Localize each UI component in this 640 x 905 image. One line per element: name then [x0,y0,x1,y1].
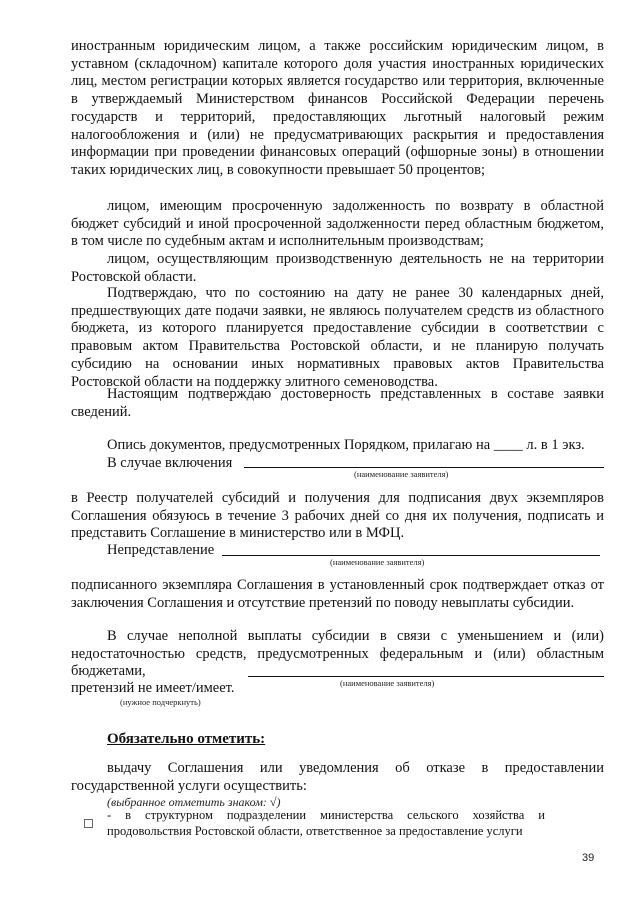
partial-applicant-field[interactable] [248,676,604,677]
paragraph-production-territory: лицом, осуществляющим производственную деятельность не на территории Ростовской области. [71,251,604,285]
nonsubmission-applicant-field[interactable] [222,555,600,556]
claims-line: претензий не имеет/имеет. [71,680,235,696]
paragraph-refusal: подписанного экземпляра Соглашения в установленный срок подтверждает отказ от заключения Соглашения и отсутствие претензий по поводу невыплаты субсидии. [71,577,604,611]
paragraph-foreign-entity: иностранным юридическим лицом, а также российским юридическим лицом, в уставном (складочном) капитале которого доля участия иностранных юридических лиц, местом регистрации которых является государство или территория, включенные в утверждаемый Министерством финансов Российской Федерации перечень государств и территорий, предоставляющих льготный налоговый режим налогообложения и (или) не предусматривающих раскрытия и предоставления информации при проведении финансовых операций (офшорные зоны) в отношении таких юридических лиц, в совокупности превышает 50 процентов; [71,38,604,178]
inclusion-caption: (наименование заявителя) [354,469,449,479]
inventory-suffix: л. в 1 экз. [526,437,585,453]
option-department-checkbox[interactable] [84,819,93,828]
inclusion-line [71,455,604,473]
paragraph-delivery: выдачу Соглашения или уведомления об отказе в предоставлении государственной услуги осуществить: [71,760,604,794]
nonsubmission-label: Непредставление [107,542,215,558]
paragraph-reliability: Настоящим подтверждаю достоверность представленных в составе заявки сведений. [71,386,604,420]
paragraph-partial-payment: В случае неполной выплаты субсидии в связи с уменьшением и (или) недостаточностью средств, предусмотренных федеральным и (или) областным бюджетами, [71,628,604,680]
inclusion-label: В случае включения [107,455,233,471]
nonsubmission-caption: (наименование заявителя) [330,557,425,567]
inventory-line [71,437,604,455]
claims-note: (нужное подчеркнуть) [120,697,201,707]
option-department [107,808,545,839]
inventory-pages-blank[interactable]: ____ [493,437,523,453]
option-department-line1: - в структурном подразделении министерства сельского хозяйства и [107,808,545,822]
paragraph-confirmation-funds: Подтверждаю, что по состоянию на дату не ранее 30 календарных дней, предшествующих дате подачи заявки, не являюсь получателем средств из областного бюджета, из которого планируется предоставление субсидии в соответствии с правовым актом Правительства Ростовской области, и не планирую получать субсидию на основании иных нормативных правовых актов Правительства Ростовской области на поддержку элитного семеноводства. [71,285,604,390]
page-number: 39 [582,852,595,864]
mandatory-heading: Обязательно отметить: [107,731,266,747]
paragraph-registry: в Реестр получателей субсидий и получения для подписания двух экземпляров Соглашения обязуюсь в течение 3 рабочих дней со дня их получения, подписать и представить Соглашение в министерство или в МФЦ. [71,490,604,542]
paragraph-overdue-debt: лицом, имеющим просроченную задолженность по возврату в областной бюджет субсидий и иной просроченной задолженности перед областным бюджетом, в том числе по судебным актам и исполнительным производствам; [71,198,604,250]
option-department-line2: продовольствия Ростовской области, ответственное за предоставление услуги [107,823,523,838]
inventory-prefix: Опись документов, предусмотренных Порядком, прилагаю на [107,437,491,453]
partial-caption: (наименование заявителя) [340,678,435,688]
selection-note: (выбранное отметить знаком: √) [107,795,281,809]
inclusion-applicant-field[interactable] [244,467,604,468]
